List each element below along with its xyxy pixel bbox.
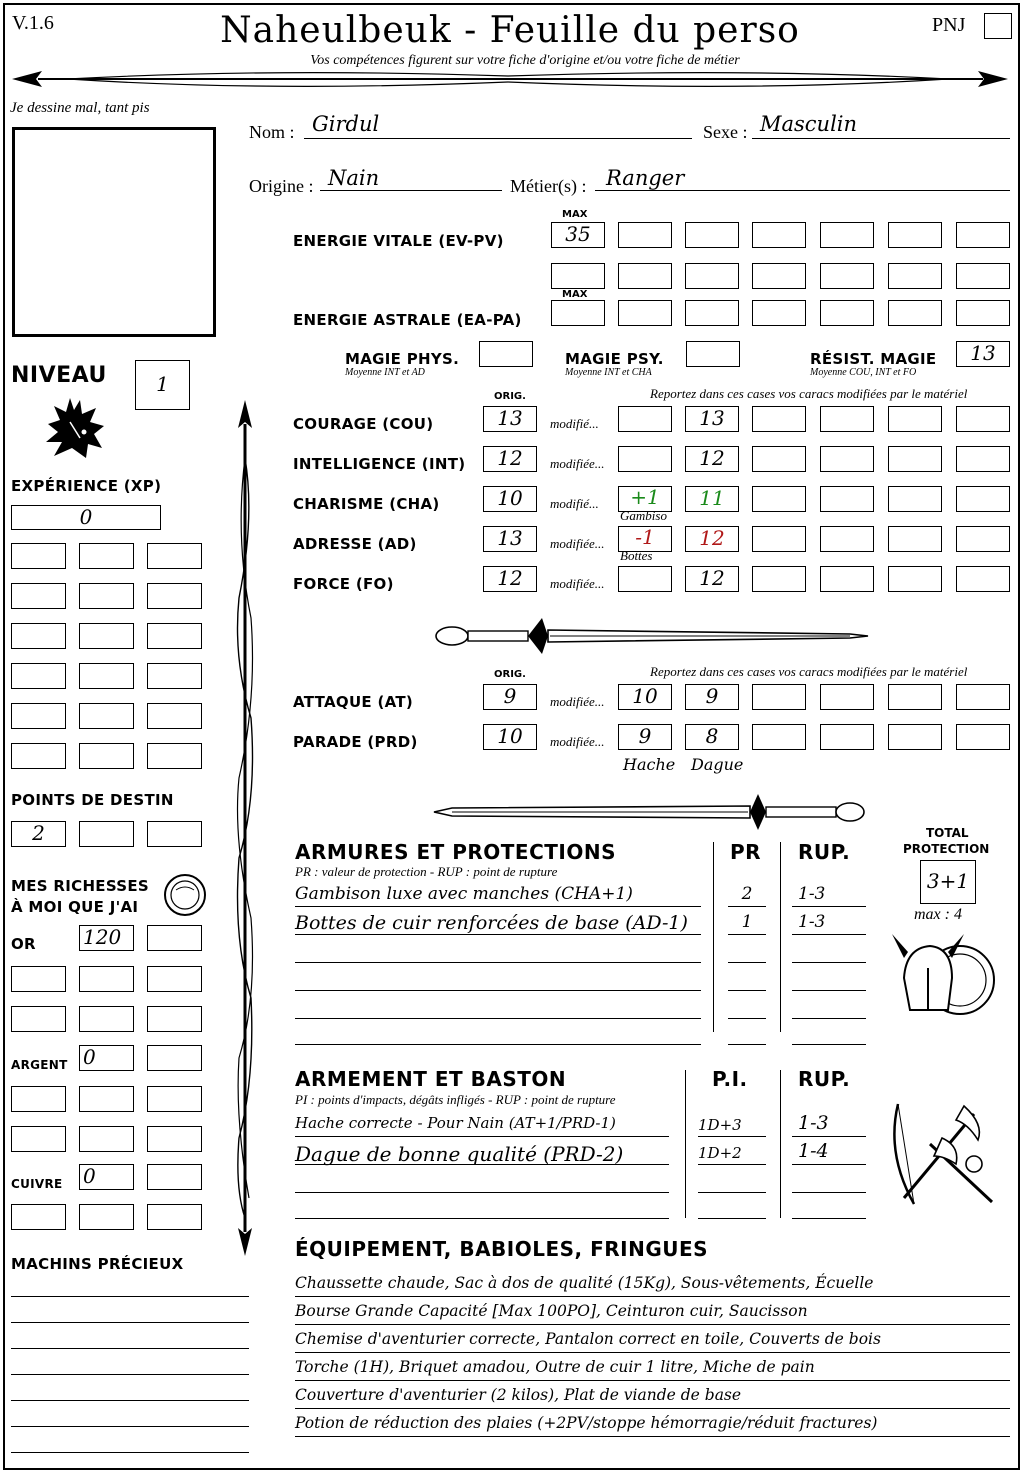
- niveau-label: NIVEAU: [11, 363, 107, 388]
- argent-box-2-2[interactable]: [79, 1086, 134, 1112]
- carac-extra-box[interactable]: [956, 486, 1010, 512]
- armures-col-rup: RUP.: [798, 840, 851, 864]
- equipement-title: ÉQUIPEMENT, BABIOLES, FRINGUES: [295, 1237, 709, 1261]
- destin-box-2[interactable]: [79, 821, 134, 847]
- spear-vertical: [225, 398, 265, 1258]
- combat-extra-box[interactable]: [752, 684, 806, 710]
- armement-col-rup: RUP.: [798, 1067, 851, 1091]
- equipement-line[interactable]: [295, 1380, 1010, 1381]
- spear-divider-top: [8, 64, 1012, 94]
- or-box-2[interactable]: [147, 925, 202, 951]
- carac-modif-label: modifiée...: [550, 456, 605, 471]
- or-value: 120: [83, 925, 122, 949]
- carac-mod-value: +1: [630, 485, 660, 509]
- arme-name-line[interactable]: [295, 1218, 669, 1219]
- carac-mod-note: Bottes: [620, 548, 653, 563]
- armure-rup-line[interactable]: [792, 1018, 866, 1019]
- arme-name: Hache correcte - Pour Nain (AT+1/PRD-1): [295, 1114, 616, 1132]
- xp-box-5-3[interactable]: [147, 703, 202, 729]
- xp-box-6-2[interactable]: [79, 743, 134, 769]
- ea-max-label: MAX: [562, 289, 588, 300]
- destin-value: 2: [32, 821, 45, 845]
- argent-box-2[interactable]: [147, 1045, 202, 1071]
- or-box-3-3[interactable]: [147, 1006, 202, 1032]
- carac-extra-box[interactable]: [752, 406, 806, 432]
- weapon-label-1: Hache: [623, 755, 676, 774]
- ea-box-4[interactable]: [820, 300, 874, 326]
- ea-max-box[interactable]: [551, 300, 605, 326]
- carac-extra-box[interactable]: [956, 566, 1010, 592]
- carac-modif-label: modifié...: [550, 416, 599, 431]
- carac-orig-value: 12: [497, 446, 523, 470]
- precieux-label: MACHINS PRÉCIEUX: [11, 1255, 184, 1273]
- combat-extra-box[interactable]: [956, 724, 1010, 750]
- armure-rup: 1-3: [798, 884, 826, 904]
- combat-extra-box[interactable]: [888, 684, 942, 710]
- carac-extra-box[interactable]: [820, 566, 874, 592]
- carac-extra-box[interactable]: [752, 566, 806, 592]
- metier-label: Métier(s) :: [510, 176, 587, 196]
- combat-modif-label: modifiée...: [550, 734, 605, 749]
- sword-icon-2: [430, 788, 870, 836]
- carac-extra-box[interactable]: [820, 446, 874, 472]
- combat-orig-value: 9: [503, 684, 517, 708]
- sexe-value[interactable]: Masculin: [760, 112, 858, 136]
- equipement-item: Couverture d'aventurier (2 kilos), Plat de viande de base: [295, 1386, 742, 1404]
- armure-pr-line[interactable]: [728, 990, 766, 991]
- carac-extra-box[interactable]: [888, 486, 942, 512]
- or-box-2-2[interactable]: [79, 966, 134, 992]
- resist-magie-label: RÉSIST. MAGIE: [810, 350, 937, 368]
- equipement-item: Chemise d'aventurier correcte, Pantalon correct en toile, Couverts de bois: [295, 1330, 881, 1348]
- xp-box-4-1[interactable]: [11, 663, 66, 689]
- weapons-icon: [884, 1094, 1004, 1214]
- carac-result-value: 12: [699, 446, 725, 470]
- ea-box-6[interactable]: [956, 300, 1010, 326]
- carac-orig-value: 12: [497, 566, 523, 590]
- total-protection-label-2: PROTECTION: [903, 842, 990, 856]
- carac-result-value: 12: [699, 566, 725, 590]
- cuivre-box-2-1[interactable]: [11, 1204, 66, 1230]
- equipement-line[interactable]: [295, 1436, 1010, 1437]
- armement-divider-2: [780, 1070, 781, 1218]
- carac-modif-label: modifiée...: [550, 536, 605, 551]
- nom-line: [304, 138, 692, 139]
- sexe-line: [752, 138, 1010, 139]
- xp-box-1-2[interactable]: [79, 543, 134, 569]
- arme-name-line[interactable]: [295, 1192, 669, 1193]
- xp-box-1-3[interactable]: [147, 543, 202, 569]
- xp-box-2-1[interactable]: [11, 583, 66, 609]
- arme-pi-line[interactable]: [698, 1164, 766, 1165]
- sword-icon-1: [430, 612, 870, 660]
- cuivre-box-2[interactable]: [147, 1164, 202, 1190]
- xp-box-5-1[interactable]: [11, 703, 66, 729]
- combat-extra-box[interactable]: [956, 684, 1010, 710]
- armure-rup-line[interactable]: [792, 962, 866, 963]
- combat-extra-box[interactable]: [752, 724, 806, 750]
- cuivre-label: CUIVRE: [11, 1177, 63, 1191]
- xp-value: 0: [79, 505, 93, 529]
- arme-pi-line[interactable]: [698, 1136, 766, 1137]
- precieux-line[interactable]: [11, 1296, 249, 1297]
- arme-pi-line[interactable]: [698, 1192, 766, 1193]
- armure-name: Bottes de cuir renforcées de base (AD-1): [295, 912, 688, 934]
- ev-box-6[interactable]: [956, 222, 1010, 248]
- ev-box-5[interactable]: [888, 222, 942, 248]
- dragon-icon: [40, 392, 106, 464]
- combat-report-note: Reportez dans ces cases vos caracs modifiées par le matériel: [650, 664, 968, 679]
- combat-extra-box[interactable]: [820, 684, 874, 710]
- armure-name-line[interactable]: [295, 1044, 701, 1045]
- carac-extra-box[interactable]: [752, 526, 806, 552]
- armement-divider-1: [685, 1070, 686, 1218]
- arme-pi: 1D+3: [698, 1116, 742, 1134]
- precieux-line[interactable]: [11, 1374, 249, 1375]
- total-protection-label-1: TOTAL: [926, 826, 969, 840]
- resist-magie-note: Moyenne COU, INT et FO: [810, 367, 917, 378]
- xp-label: EXPÉRIENCE (XP): [11, 477, 162, 495]
- ea-label: ENERGIE ASTRALE (EA-PA): [293, 311, 522, 329]
- sexe-label: Sexe :: [703, 122, 748, 142]
- carac-extra-box[interactable]: [888, 446, 942, 472]
- carac-mod-box[interactable]: [618, 406, 672, 432]
- armure-pr-line[interactable]: [728, 906, 766, 907]
- armure-rup-line[interactable]: [792, 1044, 866, 1045]
- ev-box-row2-3[interactable]: [685, 263, 739, 289]
- armures-title: ARMURES ET PROTECTIONS: [295, 840, 616, 864]
- armure-rup-line[interactable]: [792, 934, 866, 935]
- argent-box-2-1[interactable]: [11, 1086, 66, 1112]
- combat-value-1: 10: [632, 684, 658, 708]
- carac-extra-box[interactable]: [888, 526, 942, 552]
- combat-extra-box[interactable]: [820, 724, 874, 750]
- ev-box-row2-1[interactable]: [551, 263, 605, 289]
- combat-value-2: 8: [705, 724, 719, 748]
- carac-orig-value: 13: [497, 406, 523, 430]
- carac-extra-box[interactable]: [752, 486, 806, 512]
- or-box-2-1[interactable]: [11, 966, 66, 992]
- equipement-item: Bourse Grande Capacité [Max 100PO], Ceinturon cuir, Saucisson: [295, 1302, 808, 1320]
- armure-pr-line[interactable]: [728, 934, 766, 935]
- combat-value-1: 9: [638, 724, 652, 748]
- cuivre-box-2-3[interactable]: [147, 1204, 202, 1230]
- ev-box-row2-4[interactable]: [752, 263, 806, 289]
- arme-rup: 1-4: [798, 1140, 829, 1162]
- carac-result-value: 11: [699, 486, 725, 510]
- origine-label: Origine :: [249, 176, 314, 196]
- combat-label: ATTAQUE (AT): [293, 693, 414, 711]
- version-label: V.1.6: [12, 12, 54, 34]
- carac-modif-label: modifié...: [550, 496, 599, 511]
- magie-phys-box[interactable]: [479, 341, 533, 367]
- carac-extra-box[interactable]: [820, 526, 874, 552]
- armure-name-line[interactable]: [295, 934, 701, 935]
- armure-pr: 2: [741, 884, 753, 904]
- cuivre-box-2-2[interactable]: [79, 1204, 134, 1230]
- arme-pi-line[interactable]: [698, 1218, 766, 1219]
- argent-box-3-1[interactable]: [11, 1126, 66, 1152]
- weapon-label-2: Dague: [691, 755, 744, 774]
- armement-note: PI : points d'impacts, dégâts infligés - RUP : point de rupture: [295, 1092, 616, 1107]
- armure-rup-line[interactable]: [792, 990, 866, 991]
- equipement-item: Chaussette chaude, Sac à dos de qualité (15Kg), Sous-vêtements, Écuelle: [295, 1274, 874, 1292]
- ev-label: ENERGIE VITALE (EV-PV): [293, 232, 504, 250]
- or-label: OR: [11, 935, 36, 953]
- armement-col-pi: P.I.: [712, 1067, 748, 1091]
- magie-phys-note: Moyenne INT et AD: [345, 367, 425, 378]
- cuivre-value: 0: [83, 1164, 96, 1188]
- armure-name-line[interactable]: [295, 906, 701, 907]
- armure-name-line[interactable]: [295, 990, 701, 991]
- carac-orig-value: 10: [497, 486, 523, 510]
- richesses-label-1: MES RICHESSES: [11, 877, 150, 895]
- carac-result-value: 12: [699, 526, 725, 550]
- arme-rup-line[interactable]: [792, 1218, 866, 1219]
- carac-extra-box[interactable]: [956, 526, 1010, 552]
- armure-name-line[interactable]: [295, 962, 701, 963]
- origine-line: [320, 190, 502, 191]
- ev-box-3[interactable]: [752, 222, 806, 248]
- arme-rup-line[interactable]: [792, 1192, 866, 1193]
- ev-box-4[interactable]: [820, 222, 874, 248]
- ev-box-1[interactable]: [618, 222, 672, 248]
- ev-box-row2-2[interactable]: [618, 263, 672, 289]
- ea-box-5[interactable]: [888, 300, 942, 326]
- magie-psy-box[interactable]: [686, 341, 740, 367]
- equipement-line[interactable]: [295, 1352, 1010, 1353]
- total-protection-max: max : 4: [914, 906, 962, 923]
- arme-rup-line[interactable]: [792, 1164, 866, 1165]
- arme-rup: 1-3: [798, 1112, 829, 1134]
- argent-box-3-2[interactable]: [79, 1126, 134, 1152]
- carac-label: INTELLIGENCE (INT): [293, 455, 466, 473]
- carac-extra-box[interactable]: [888, 406, 942, 432]
- armures-divider-2: [780, 842, 781, 1032]
- combat-orig-label: ORIG.: [494, 669, 526, 680]
- magie-psy-note: Moyenne INT et CHA: [565, 367, 652, 378]
- niveau-value: 1: [156, 372, 169, 396]
- carac-modif-label: modifiée...: [550, 576, 605, 591]
- combat-extra-box[interactable]: [888, 724, 942, 750]
- armure-pr-line[interactable]: [728, 1044, 766, 1045]
- ev-max-label: MAX: [562, 209, 588, 220]
- armure-rup-line[interactable]: [792, 906, 866, 907]
- armures-divider-1: [713, 842, 714, 1032]
- argent-box-2-3[interactable]: [147, 1086, 202, 1112]
- xp-box-2-3[interactable]: [147, 583, 202, 609]
- armures-note: PR : valeur de protection - RUP : point de rupture: [295, 864, 558, 879]
- caracs-report-note: Reportez dans ces cases vos caracs modifiées par le matériel: [650, 386, 968, 401]
- equipement-line[interactable]: [295, 1296, 1010, 1297]
- caracs-orig-label: ORIG.: [494, 391, 526, 402]
- equipement-item: Torche (1H), Briquet amadou, Outre de cuir 1 litre, Miche de pain: [295, 1358, 815, 1376]
- xp-box-4-2[interactable]: [79, 663, 134, 689]
- xp-box-3-3[interactable]: [147, 623, 202, 649]
- portrait-box[interactable]: [12, 127, 216, 337]
- carac-mod-note: Gambiso: [620, 508, 667, 523]
- magie-psy-label: MAGIE PSY.: [565, 350, 664, 368]
- magie-phys-label: MAGIE PHYS.: [345, 350, 460, 368]
- or-box-3-2[interactable]: [79, 1006, 134, 1032]
- destin-box-3[interactable]: [147, 821, 202, 847]
- xp-box-5-2[interactable]: [79, 703, 134, 729]
- carac-label: ADRESSE (AD): [293, 535, 417, 553]
- xp-box-3-1[interactable]: [11, 623, 66, 649]
- arme-name-line[interactable]: [295, 1136, 669, 1137]
- carac-mod-box[interactable]: [618, 446, 672, 472]
- argent-box-3-3[interactable]: [147, 1126, 202, 1152]
- ev-box-row2-6[interactable]: [888, 263, 942, 289]
- carac-mod-box[interactable]: [618, 566, 672, 592]
- xp-box-2-2[interactable]: [79, 583, 134, 609]
- armure-pr-line[interactable]: [728, 1018, 766, 1019]
- armure-name: Gambison luxe avec manches (CHA+1): [295, 884, 633, 904]
- armure-pr-line[interactable]: [728, 962, 766, 963]
- argent-value: 0: [83, 1045, 96, 1069]
- xp-box-4-3[interactable]: [147, 663, 202, 689]
- pnj-checkbox[interactable]: [984, 13, 1012, 39]
- carac-extra-box[interactable]: [956, 446, 1010, 472]
- arme-name: Dague de bonne qualité (PRD-2): [295, 1142, 624, 1166]
- argent-label: ARGENT: [11, 1058, 68, 1072]
- carac-label: COURAGE (COU): [293, 415, 434, 433]
- carac-orig-value: 13: [497, 526, 523, 550]
- carac-extra-box[interactable]: [752, 446, 806, 472]
- xp-box-1-1[interactable]: [11, 543, 66, 569]
- carac-mod-value: -1: [635, 525, 655, 549]
- armure-pr: 1: [741, 912, 753, 932]
- xp-box-6-3[interactable]: [147, 743, 202, 769]
- ea-box-2[interactable]: [685, 300, 739, 326]
- combat-value-2: 9: [705, 684, 719, 708]
- ev-max-value: 35: [565, 222, 591, 246]
- carac-result-value: 13: [699, 406, 725, 430]
- ev-box-row2-7[interactable]: [956, 263, 1010, 289]
- or-box-2-3[interactable]: [147, 966, 202, 992]
- coin-icon: [162, 872, 208, 918]
- page-subtitle: Vos compétences figurent sur votre fiche d'origine et/ou votre fiche de métier: [310, 53, 740, 68]
- page-title: Naheulbeuk - Feuille du perso: [220, 10, 800, 51]
- metier-value[interactable]: Ranger: [606, 166, 685, 190]
- or-box-3-1[interactable]: [11, 1006, 66, 1032]
- ea-box-1[interactable]: [618, 300, 672, 326]
- combat-orig-value: 10: [497, 724, 523, 748]
- nom-label: Nom :: [249, 122, 295, 142]
- arme-rup-line[interactable]: [792, 1136, 866, 1137]
- combat-modif-label: modifiée...: [550, 694, 605, 709]
- armures-col-pr: PR: [730, 840, 762, 864]
- precieux-line[interactable]: [11, 1452, 249, 1453]
- pnj-label: PNJ: [932, 14, 966, 36]
- armure-name-line[interactable]: [295, 1018, 701, 1019]
- armure-rup: 1-3: [798, 912, 826, 932]
- carac-extra-box[interactable]: [820, 406, 874, 432]
- origine-value[interactable]: Nain: [328, 166, 380, 190]
- carac-extra-box[interactable]: [956, 406, 1010, 432]
- equipement-item: Potion de réduction des plaies (+2PV/stoppe hémorragie/réduit fractures): [295, 1414, 878, 1432]
- precieux-line[interactable]: [11, 1348, 249, 1349]
- equipement-line[interactable]: [295, 1408, 1010, 1409]
- carac-extra-box[interactable]: [888, 566, 942, 592]
- metier-line: [595, 190, 1010, 191]
- precieux-line[interactable]: [11, 1426, 249, 1427]
- nom-value[interactable]: Girdul: [312, 112, 380, 136]
- xp-box-6-1[interactable]: [11, 743, 66, 769]
- portrait-caption: Je dessine mal, tant pis: [10, 100, 150, 116]
- equipement-line[interactable]: [295, 1324, 1010, 1325]
- total-protection-value: 3+1: [926, 869, 970, 893]
- ea-box-3[interactable]: [752, 300, 806, 326]
- carac-label: FORCE (FO): [293, 575, 394, 593]
- ev-box-2[interactable]: [685, 222, 739, 248]
- resist-magie-value: 13: [970, 341, 996, 365]
- precieux-line[interactable]: [11, 1400, 249, 1401]
- ev-box-row2-5[interactable]: [820, 263, 874, 289]
- armement-title: ARMEMENT ET BASTON: [295, 1067, 567, 1091]
- richesses-label-2: À MOI QUE J'AI: [11, 898, 139, 916]
- carac-label: CHARISME (CHA): [293, 495, 440, 513]
- precieux-line[interactable]: [11, 1322, 249, 1323]
- destin-label: POINTS DE DESTIN: [11, 791, 174, 809]
- helmet-shield-icon: [890, 928, 1000, 1028]
- combat-label: PARADE (PRD): [293, 733, 418, 751]
- xp-box-3-2[interactable]: [79, 623, 134, 649]
- arme-pi: 1D+2: [698, 1144, 742, 1162]
- carac-extra-box[interactable]: [820, 486, 874, 512]
